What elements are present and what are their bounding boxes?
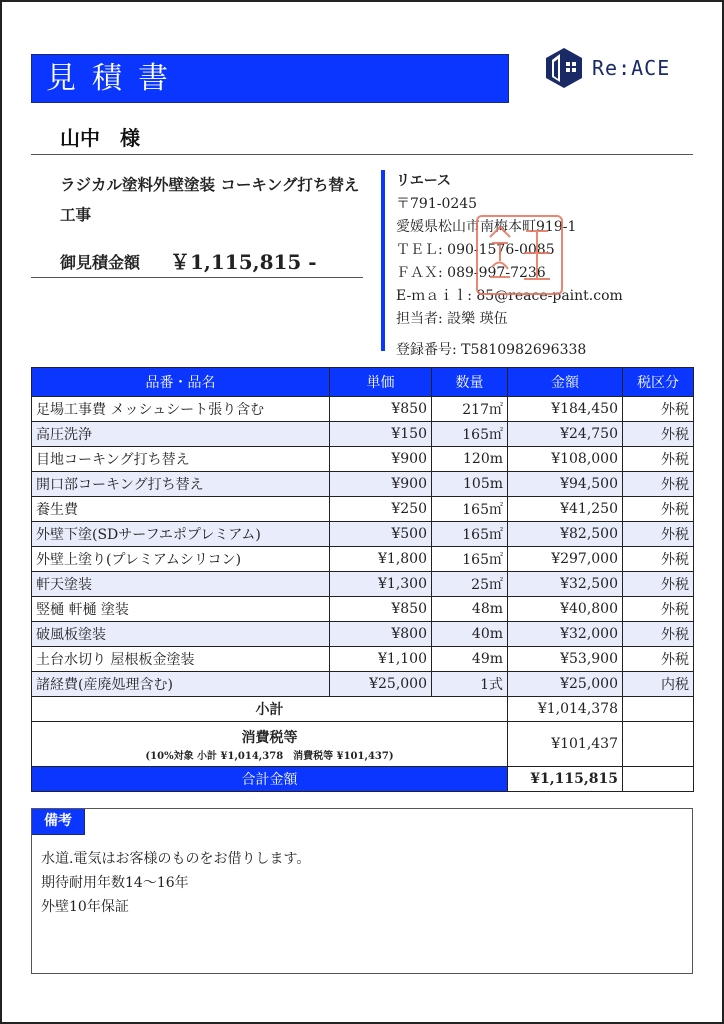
cell-unit-price: ¥900 (330, 472, 432, 497)
cell-tax: 外税 (623, 522, 694, 547)
notes-label: 備考 (32, 809, 85, 835)
company-postal: 〒791-0245 (396, 196, 478, 212)
cell-name: 諸経費(産廃処理含む) (32, 672, 330, 697)
cell-tax: 外税 (623, 472, 694, 497)
cell-unit-price: ¥1,100 (330, 647, 432, 672)
cell-name: 軒天塗装 (32, 572, 330, 597)
cell-tax: 内税 (623, 672, 694, 697)
cell-tax: 外税 (623, 572, 694, 597)
cell-name: 開口部コーキング打ち替え (32, 472, 330, 497)
cell-amount: ¥184,450 (508, 397, 623, 422)
cell-unit-price: ¥500 (330, 522, 432, 547)
cell-qty: 165㎡ (432, 547, 508, 572)
empty-cell (623, 722, 694, 767)
divider (31, 277, 363, 278)
table-header-row (32, 368, 694, 397)
header-quantity: 数量 (432, 368, 508, 397)
document-title: 見積書 (31, 54, 509, 103)
empty-cell (623, 697, 694, 722)
company-tel: ＴＥＬ: 090-1576-0085 (396, 242, 555, 258)
cell-amount: ¥82,500 (508, 522, 623, 547)
cell-qty: 25㎡ (432, 572, 508, 597)
subtotal-row (32, 697, 694, 722)
company-registration: 登録番号: T5810982696338 (396, 342, 587, 358)
tax-value: ¥101,437 (508, 722, 623, 767)
cell-tax: 外税 (623, 647, 694, 672)
cell-name: 高圧洗浄 (32, 422, 330, 447)
company-email: E-ｍａｉｌ: 85@reace-paint.com (396, 288, 623, 304)
cell-qty: 48m (432, 597, 508, 622)
cell-qty: 120m (432, 447, 508, 472)
company-address: 愛媛県松山市南梅本町919-1 (396, 219, 577, 235)
notes-box (31, 808, 693, 974)
cell-tax: 外税 (623, 597, 694, 622)
tax-note: (10%対象 小計 ¥1,014,378 消費税等 ¥101,437) (145, 750, 394, 762)
cell-qty: 165㎡ (432, 497, 508, 522)
table-row (32, 472, 694, 497)
cell-tax: 外税 (623, 447, 694, 472)
cell-tax: 外税 (623, 422, 694, 447)
cell-amount: ¥108,000 (508, 447, 623, 472)
cell-name: 目地コーキング打ち替え (32, 447, 330, 472)
cell-unit-price: ¥850 (330, 597, 432, 622)
cell-unit-price: ¥850 (330, 397, 432, 422)
cell-unit-price: ¥900 (330, 447, 432, 472)
total-value: ¥1,115,815 (508, 767, 623, 792)
tax-label-cell (32, 722, 508, 767)
divider (31, 154, 693, 155)
cell-name: 竪樋 軒樋 塗装 (32, 597, 330, 622)
table-row (32, 622, 694, 647)
cell-qty: 165㎡ (432, 422, 508, 447)
table-row (32, 672, 694, 697)
table-row (32, 497, 694, 522)
note-line: 期待耐用年数14〜16年 (41, 875, 189, 891)
total-row (32, 767, 694, 792)
company-fax: ＦＡＸ: 089-997-7236 (396, 265, 546, 281)
cell-amount: ¥94,500 (508, 472, 623, 497)
table-row (32, 397, 694, 422)
header-item-name: 品番・品名 (32, 368, 330, 397)
cell-name: 足場工事費 メッシュシート張り含む (32, 397, 330, 422)
logo-text: Re:ACE (592, 56, 671, 80)
cell-amount: ¥25,000 (508, 672, 623, 697)
note-line: 水道.電気はお客様のものをお借りします。 (41, 851, 311, 867)
cell-tax: 外税 (623, 622, 694, 647)
seal-stamp-icon (476, 215, 563, 295)
subtotal-label: 小計 (32, 697, 508, 722)
cell-amount: ¥40,800 (508, 597, 623, 622)
estimate-table (31, 367, 694, 792)
cell-qty: 105m (432, 472, 508, 497)
tax-row (32, 722, 694, 767)
company-logo (544, 46, 670, 90)
table-row (32, 422, 694, 447)
customer-name: 山中 様 (60, 126, 140, 150)
company-name: リエース (396, 173, 452, 189)
house-logo-icon (544, 46, 584, 90)
table-row (32, 597, 694, 622)
tax-label: 消費税等 (241, 729, 298, 746)
cell-amount: ¥53,900 (508, 647, 623, 672)
cell-unit-price: ¥1,800 (330, 547, 432, 572)
cell-unit-price: ¥150 (330, 422, 432, 447)
table-row (32, 547, 694, 572)
table-row (32, 447, 694, 472)
cell-tax: 外税 (623, 497, 694, 522)
table-row (32, 647, 694, 672)
table-row (32, 572, 694, 597)
cell-unit-price: ¥800 (330, 622, 432, 647)
cell-name: 養生費 (32, 497, 330, 522)
cell-unit-price: ¥25,000 (330, 672, 432, 697)
cell-name: 破風板塗装 (32, 622, 330, 647)
cell-amount: ¥41,250 (508, 497, 623, 522)
cell-amount: ¥32,000 (508, 622, 623, 647)
header-unit-price: 単価 (330, 368, 432, 397)
company-accent-bar (381, 170, 385, 351)
total-label: 合計金額 (32, 767, 508, 792)
cell-qty: 40m (432, 622, 508, 647)
estimate-amount: ￥1,115,815 - (170, 250, 317, 274)
cell-qty: 49m (432, 647, 508, 672)
estimate-label: 御見積金額 (60, 253, 141, 272)
cell-amount: ¥32,500 (508, 572, 623, 597)
cell-name: 外壁下塗(SDサーフエポプレミアム) (32, 522, 330, 547)
notes-body (41, 847, 310, 919)
table-row (32, 522, 694, 547)
cell-unit-price: ¥250 (330, 497, 432, 522)
cell-qty: 1式 (432, 672, 508, 697)
header-tax-type: 税区分 (623, 368, 694, 397)
cell-name: 外壁上塗り(プレミアムシリコン) (32, 547, 330, 572)
cell-name: 土台水切り 屋根板金塗装 (32, 647, 330, 672)
project-name: ラジカル塗料外壁塗装 コーキング打ち替え工事 (60, 175, 360, 224)
cell-tax: 外税 (623, 547, 694, 572)
company-contact: 担当者: 設樂 瑛伍 (396, 311, 508, 327)
cell-amount: ¥24,750 (508, 422, 623, 447)
cell-tax: 外税 (623, 397, 694, 422)
cell-unit-price: ¥1,300 (330, 572, 432, 597)
note-line: 外壁10年保証 (41, 899, 129, 915)
subtotal-value: ¥1,014,378 (508, 697, 623, 722)
cell-qty: 217㎡ (432, 397, 508, 422)
empty-cell (623, 767, 694, 792)
cell-amount: ¥297,000 (508, 547, 623, 572)
header-amount: 金額 (508, 368, 623, 397)
cell-qty: 165㎡ (432, 522, 508, 547)
